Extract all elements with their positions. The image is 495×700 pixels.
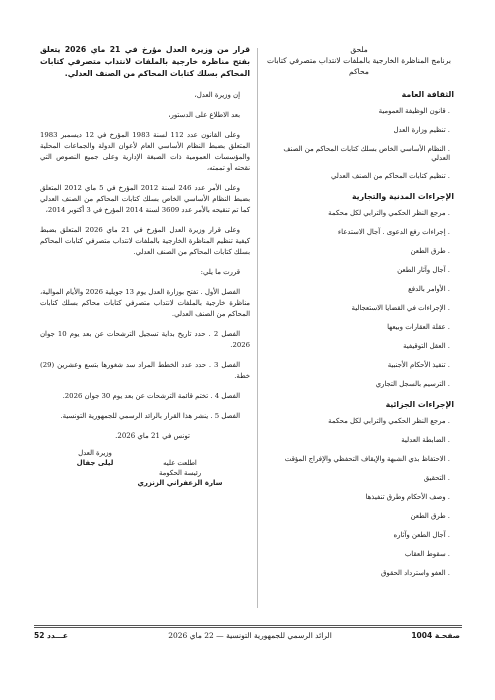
list-item: . الاحتفاظ بذي الشبهة والإيقاف التحفظي والإفراج المؤقت bbox=[284, 455, 450, 463]
list-item: . العفو واسترداد الحقوق bbox=[381, 569, 450, 577]
list-item: . آجال الطعن وآثاره bbox=[393, 531, 450, 539]
decree-article: الفصل 5 . ينشر هذا القرار بالرائد الرسمي للجمهورية التونسية. bbox=[60, 412, 240, 420]
list-item: . آجال وآثار الطعن bbox=[397, 266, 450, 274]
signature-seen-label: اطلعت عليه bbox=[163, 459, 197, 467]
signature-role: وزيرة العدل bbox=[78, 449, 112, 457]
list-item: . الأوامر بالدفع bbox=[408, 285, 450, 293]
decree-minister: إن وزيرة العدل، bbox=[194, 91, 240, 99]
list-item: . قانون الوظيفة العمومية bbox=[378, 107, 450, 115]
list-item: . الضابطة العدلية bbox=[401, 436, 450, 444]
decree-having-seen: بعد الاطلاع على الدستور، bbox=[168, 111, 240, 119]
decree-article: الفصل 3 . حدد عدد الخطط المراد سد شغورها بتسع وعشرين (29) خطة. bbox=[40, 361, 250, 380]
decree-article: الفصل الأول . تفتح بوزارة العدل يوم 13 جويلية 2026 والأيام الموالية، مناظرة خارجية بالملفات لانتداب متصرفي كتابات محاكم بسلك كتابات المحاكم من الصنف العدلي. bbox=[40, 288, 250, 318]
signature-name: سارة الزعفراني الزنزري bbox=[137, 479, 223, 487]
list-item: . تنظيم كتابات المحاكم من الصنف العدلي bbox=[331, 172, 450, 180]
list-item: . تنظيم وزارة العدل bbox=[393, 126, 450, 134]
footer-page-number: صفحـة 1004 bbox=[411, 631, 460, 640]
place-date: تونس في 21 ماي 2026. bbox=[115, 432, 190, 440]
list-item: . العقل التوقيفية bbox=[403, 342, 450, 350]
decree-article: الفصل 4 . تختم قائمة الترشحات عن بعد يوم 30 جوان 2026. bbox=[62, 392, 240, 400]
decree-paragraph: وعلى قرار وزيرة العدل المؤرخ في 21 ماي 2026 المتعلق بضبط كيفية تنظيم المناظرة الخارجية بالملفات لانتداب متصرفي كتابات المحاكم بسلك كتابات المحاكم من الصنف العدلي. bbox=[40, 226, 250, 256]
decree-article: الفصل 2 . حدد تاريخ بداية تسجيل الترشحات عن بعد يوم 10 جوان 2026. bbox=[40, 330, 250, 349]
signature-name: ليلى جفال bbox=[76, 459, 114, 467]
list-item: . سقوط العقاب bbox=[404, 550, 450, 558]
footer-rule bbox=[34, 625, 462, 626]
list-item: . تنفيذ الأحكام الأجنبية bbox=[387, 361, 450, 369]
section-heading-civil-procedure: الإجراءات المدنية والتجارية bbox=[351, 192, 454, 201]
list-item: . التحقيق bbox=[423, 474, 450, 482]
decree-paragraph: وعلى القانون عدد 112 لسنة 1983 المؤرخ في 12 ديسمبر 1983 المتعلق بضبط النظام الأساسي العام لأعوان الدولة والجماعات المحلية والمؤسسات العمومية ذات الصبغة الإدارية وعلى جميع النصوص التي نقحته أو تممته، bbox=[40, 131, 250, 172]
list-item: . النظام الأساسي الخاص بسلك كتابات المحاكم من الصنف العدلي bbox=[283, 145, 450, 162]
section-heading-general-culture: الثقافة العامة bbox=[401, 90, 454, 99]
signature-justice-minister bbox=[60, 448, 130, 468]
signature-role: رئيسة الحكومة bbox=[159, 469, 201, 477]
footer-journal-title: الرائد الرسمي للجمهورية التونسية — 22 ماي 2026 bbox=[168, 631, 332, 640]
footer-rule bbox=[34, 627, 462, 628]
section-heading-criminal-procedure: الإجراءات الجزائية bbox=[385, 400, 454, 409]
list-item: . مرجع النظر الحكمي والترابي لكل محكمة bbox=[328, 417, 450, 425]
decree-decides: قررت ما يلي: bbox=[200, 268, 240, 276]
footer-issue-number: عـــدد 52 bbox=[34, 631, 69, 640]
decree-paragraph: وعلى الأمر عدد 246 لسنة 2012 المؤرخ في 5 ماي 2012 المتعلق بضبط النظام الأساسي الخاص بسلك كتابات المحاكم من الصنف العدلي كما تم تنقيحه بالأمر عدد 3609 لسنة 2014 المؤرخ في 3 أكتوبر 2014، bbox=[40, 184, 250, 214]
list-item: . مرجع النظر الحكمي والترابي لكل محكمة bbox=[328, 209, 450, 217]
decree-column bbox=[40, 44, 250, 508]
annex-subtitle: برنامج المناظرة الخارجية بالملفات لانتداب متصرفي كتابات محاكم bbox=[267, 56, 451, 76]
annex-title: ملحق bbox=[350, 45, 368, 54]
signature-prime-minister bbox=[130, 458, 230, 488]
column-divider bbox=[257, 48, 258, 608]
list-item: . طرق الطعن bbox=[410, 512, 450, 520]
list-item: . إجراءات رفع الدعوى . آجال الاستدعاء bbox=[337, 228, 450, 236]
list-item: . طرق الطعن bbox=[410, 247, 450, 255]
list-item: . عقلة العقارات وبيعها bbox=[387, 323, 450, 331]
list-item: . وصف الأحكام وطرق تنفيذها bbox=[365, 493, 450, 501]
list-item: . الترسيم بالسجل التجاري bbox=[375, 380, 450, 388]
annex-column bbox=[264, 44, 454, 588]
signature-area bbox=[40, 448, 250, 508]
decree-title: قرار من وزيرة العدل مؤرخ في 21 ماي 2026 يتعلق بفتح مناظرة خارجية بالملفات لانتداب متصرفي كتابات المحاكم بسلك كتابات المحاكم من الصنف العدلي. bbox=[40, 45, 251, 78]
list-item: . الإجراءات في القضايا الاستعجالية bbox=[351, 304, 450, 312]
